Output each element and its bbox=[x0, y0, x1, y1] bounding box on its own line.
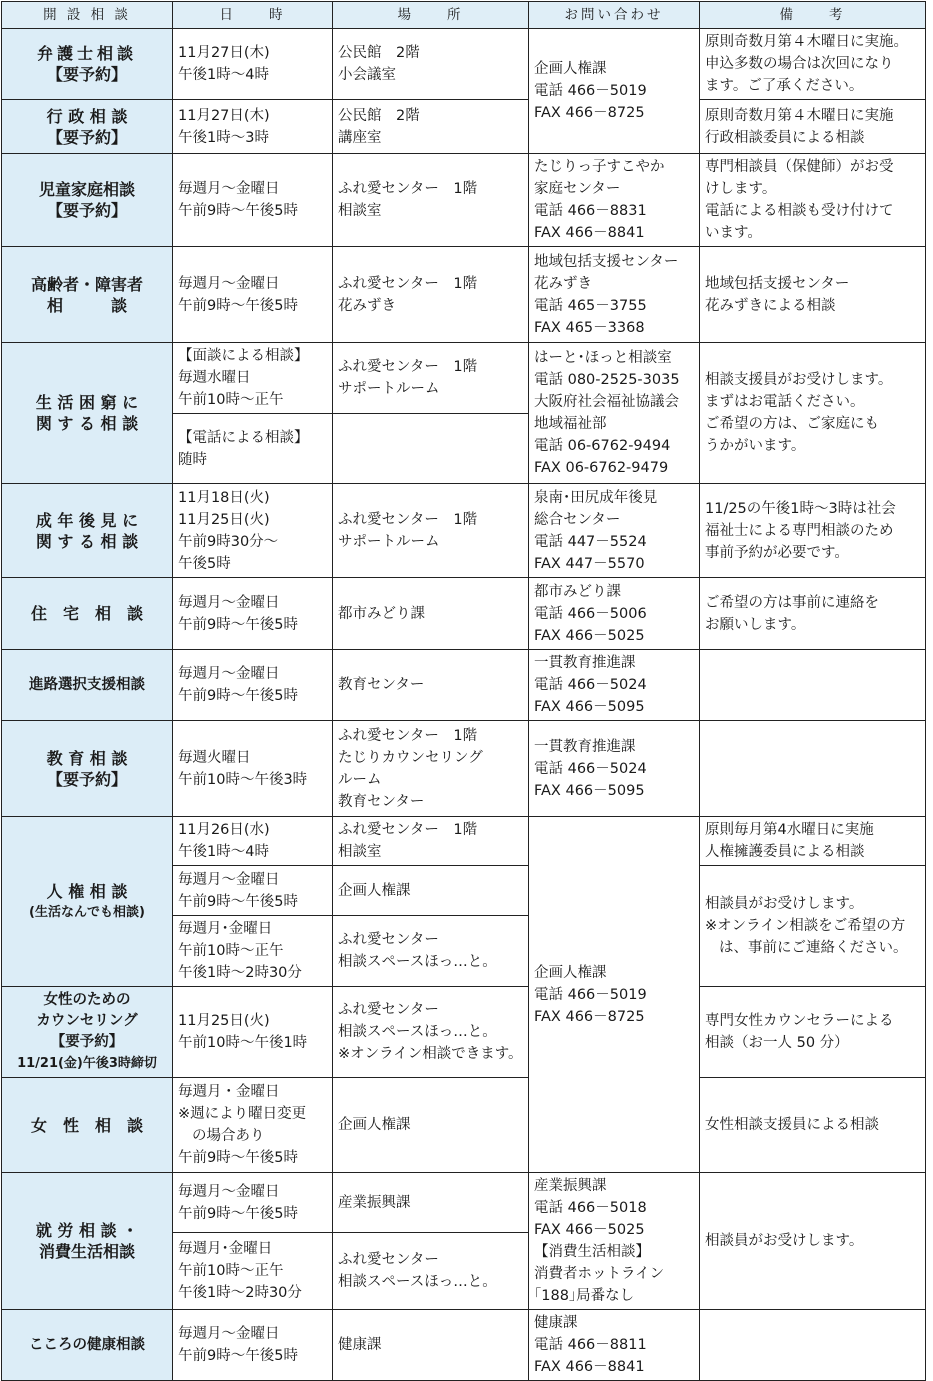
header-contact: お問い合わせ bbox=[529, 2, 700, 29]
datetime-seikatsu-phone: 【電話による相談】 随時 bbox=[173, 414, 333, 484]
place-gyosei: 公民館 2階 講座室 bbox=[333, 100, 529, 154]
place-jinken-3: ふれ愛センター 相談スペースほっ…と。 bbox=[333, 916, 529, 987]
place-kyoiku: ふれ愛センター 1階 たじりカウンセリング ルーム 教育センター bbox=[333, 721, 529, 817]
header-place: 場 所 bbox=[333, 2, 529, 29]
consultation-table bbox=[1, 1, 926, 1381]
remarks-kyoiku bbox=[700, 721, 926, 817]
datetime-jido: 毎週月～金曜日 午前9時～午後5時 bbox=[173, 154, 333, 247]
category-korei: 高齢者・障害者 相 談 bbox=[2, 247, 173, 343]
row-josei bbox=[2, 1078, 926, 1173]
datetime-seikatsu-interview: 【面談による相談】 毎週水曜日 午前10時～正午 bbox=[173, 343, 333, 414]
row-josei-counseling bbox=[2, 987, 926, 1078]
category-gyosei: 行 政 相 談 【要予約】 bbox=[2, 100, 173, 154]
datetime-kokoro: 毎週月～金曜日 午前9時～午後5時 bbox=[173, 1310, 333, 1381]
contact-jinken-top: 企画人権課 電話 466－5019 FAX 466－8725 bbox=[529, 29, 700, 154]
place-josei: 企画人権課 bbox=[333, 1078, 529, 1173]
row-gyosei bbox=[2, 100, 926, 154]
datetime-seinen: 11月18日(火) 11月25日(火) 午前9時30分～ 午後5時 bbox=[173, 484, 333, 578]
contact-kokoro: 健康課 電話 466－8811 FAX 466－8841 bbox=[529, 1310, 700, 1381]
category-shinro: 進路選択支援相談 bbox=[2, 650, 173, 721]
category-jinken: 人 権 相 談 (生活なんでも相談) bbox=[2, 817, 173, 987]
contact-shinro: 一貫教育推進課 電話 466－5024 FAX 466－5095 bbox=[529, 650, 700, 721]
datetime-jinken-2: 毎週月～金曜日 午前9時～午後5時 bbox=[173, 866, 333, 916]
place-shuro-2: ふれ愛センター 相談スペースほっ…と。 bbox=[333, 1233, 529, 1310]
place-shinro: 教育センター bbox=[333, 650, 529, 721]
place-bengoshi: 公民館 2階 小会議室 bbox=[333, 29, 529, 100]
remarks-seikatsu: 相談支援員がお受けします。 まずはお電話ください。 ご希望の方は、ご家庭にも うかがいます。 bbox=[700, 343, 926, 484]
remarks-jinken-1: 原則毎月第4水曜日に実施 人権擁護委員による相談 bbox=[700, 817, 926, 866]
row-kyoiku bbox=[2, 721, 926, 817]
datetime-gyosei: 11月27日(木) 午後1時～3時 bbox=[173, 100, 333, 154]
header-category: 開 設 相 談 bbox=[2, 2, 173, 29]
remarks-kokoro bbox=[700, 1310, 926, 1381]
row-jutaku bbox=[2, 578, 926, 650]
datetime-jinken-1: 11月26日(水) 午後1時～4時 bbox=[173, 817, 333, 866]
contact-shuro: 産業振興課 電話 466－5018 FAX 466－5025 【消費生活相談】 消費者ホットライン ｢188｣局番なし bbox=[529, 1173, 700, 1310]
datetime-shuro-2: 毎週月･金曜日 午前10時～正午 午後1時～2時30分 bbox=[173, 1233, 333, 1310]
remarks-josei-counseling: 専門女性カウンセラーによる 相談（お一人 50 分） bbox=[700, 987, 926, 1078]
category-josei-counseling: 女性のための カウンセリング 【要予約】 11/21(金)午後3時締切 bbox=[2, 987, 173, 1078]
datetime-kyoiku: 毎週火曜日 午前10時～午後3時 bbox=[173, 721, 333, 817]
row-shuro-1 bbox=[2, 1173, 926, 1233]
datetime-josei: 毎週月・金曜日 ※週により曜日変更 の場合あり 午前9時～午後5時 bbox=[173, 1078, 333, 1173]
remarks-shuro: 相談員がお受けします。 bbox=[700, 1173, 926, 1310]
contact-seikatsu: はーと･ほっと相談室 電話 080-2525-3035 大阪府社会福祉協議会 地域福祉部 電話 06-6762-9494 FAX 06-6762-9479 bbox=[529, 343, 700, 484]
row-bengoshi bbox=[2, 29, 926, 100]
place-seinen: ふれ愛センター 1階 サポートルーム bbox=[333, 484, 529, 578]
row-kokoro bbox=[2, 1310, 926, 1381]
category-shuro: 就 労 相 談 ・ 消費生活相談 bbox=[2, 1173, 173, 1310]
datetime-bengoshi: 11月27日(木) 午後1時～4時 bbox=[173, 29, 333, 100]
place-josei-counseling: ふれ愛センター 相談スペースほっ…と。 ※オンライン相談できます。 bbox=[333, 987, 529, 1078]
category-jido: 児童家庭相談 【要予約】 bbox=[2, 154, 173, 247]
header-row bbox=[2, 2, 926, 29]
place-seikatsu-empty bbox=[333, 414, 529, 484]
row-seinen bbox=[2, 484, 926, 578]
remarks-jido: 専門相談員（保健師）がお受 けします。 電話による相談も受け付けて います。 bbox=[700, 154, 926, 247]
row-shinro bbox=[2, 650, 926, 721]
remarks-jinken-2: 相談員がお受けします。 ※オンライン相談をご希望の方 は、事前にご連絡ください。 bbox=[700, 866, 926, 987]
datetime-shuro-1: 毎週月～金曜日 午前9時～午後5時 bbox=[173, 1173, 333, 1233]
datetime-jutaku: 毎週月～金曜日 午前9時～午後5時 bbox=[173, 578, 333, 650]
header-remarks: 備 考 bbox=[700, 2, 926, 29]
contact-jido: たじりっ子すこやか 家庭センター 電話 466－8831 FAX 466－8841 bbox=[529, 154, 700, 247]
row-jido bbox=[2, 154, 926, 247]
place-jido: ふれ愛センター 1階 相談室 bbox=[333, 154, 529, 247]
category-bengoshi: 弁護士相談 【要予約】 bbox=[2, 29, 173, 100]
category-kokoro: こころの健康相談 bbox=[2, 1310, 173, 1381]
category-seinen: 成 年 後 見 に 関 す る 相 談 bbox=[2, 484, 173, 578]
place-jutaku: 都市みどり課 bbox=[333, 578, 529, 650]
datetime-jinken-3: 毎週月･金曜日 午前10時～正午 午後1時～2時30分 bbox=[173, 916, 333, 987]
remarks-bengoshi: 原則奇数月第４木曜日に実施。 申込多数の場合は次回になり ます。ご了承ください。 bbox=[700, 29, 926, 100]
place-kokoro: 健康課 bbox=[333, 1310, 529, 1381]
remarks-gyosei: 原則奇数月第４木曜日に実施 行政相談委員による相談 bbox=[700, 100, 926, 154]
category-jutaku: 住 宅 相 談 bbox=[2, 578, 173, 650]
category-josei: 女 性 相 談 bbox=[2, 1078, 173, 1173]
contact-kyoiku: 一貫教育推進課 電話 466－5024 FAX 466－5095 bbox=[529, 721, 700, 817]
datetime-korei: 毎週月～金曜日 午前9時～午後5時 bbox=[173, 247, 333, 343]
place-seikatsu: ふれ愛センター 1階 サポートルーム bbox=[333, 343, 529, 414]
row-jinken-1 bbox=[2, 817, 926, 866]
contact-seinen: 泉南･田尻成年後見 総合センター 電話 447－5524 FAX 447－5570 bbox=[529, 484, 700, 578]
remarks-shinro bbox=[700, 650, 926, 721]
place-korei: ふれ愛センター 1階 花みずき bbox=[333, 247, 529, 343]
remarks-jutaku: ご希望の方は事前に連絡を お願いします。 bbox=[700, 578, 926, 650]
header-datetime: 日 時 bbox=[173, 2, 333, 29]
datetime-josei-counseling: 11月25日(火) 午前10時～午後1時 bbox=[173, 987, 333, 1078]
row-seikatsu-1 bbox=[2, 343, 926, 414]
row-korei bbox=[2, 247, 926, 343]
contact-korei: 地域包括支援センター 花みずき 電話 465－3755 FAX 465－3368 bbox=[529, 247, 700, 343]
remarks-seinen: 11/25の午後1時～3時は社会 福祉士による専門相談のため 事前予約が必要です。 bbox=[700, 484, 926, 578]
contact-jutaku: 都市みどり課 電話 466－5006 FAX 466－5025 bbox=[529, 578, 700, 650]
datetime-shinro: 毎週月～金曜日 午前9時～午後5時 bbox=[173, 650, 333, 721]
place-shuro-1: 産業振興課 bbox=[333, 1173, 529, 1233]
place-jinken-2: 企画人権課 bbox=[333, 866, 529, 916]
remarks-korei: 地域包括支援センター 花みずきによる相談 bbox=[700, 247, 926, 343]
remarks-josei: 女性相談支援員による相談 bbox=[700, 1078, 926, 1173]
place-jinken-1: ふれ愛センター 1階 相談室 bbox=[333, 817, 529, 866]
category-seikatsu: 生 活 困 窮 に 関 す る 相 談 bbox=[2, 343, 173, 484]
category-kyoiku: 教 育 相 談 【要予約】 bbox=[2, 721, 173, 817]
contact-jinken-bottom: 企画人権課 電話 466－5019 FAX 466－8725 bbox=[529, 817, 700, 1173]
